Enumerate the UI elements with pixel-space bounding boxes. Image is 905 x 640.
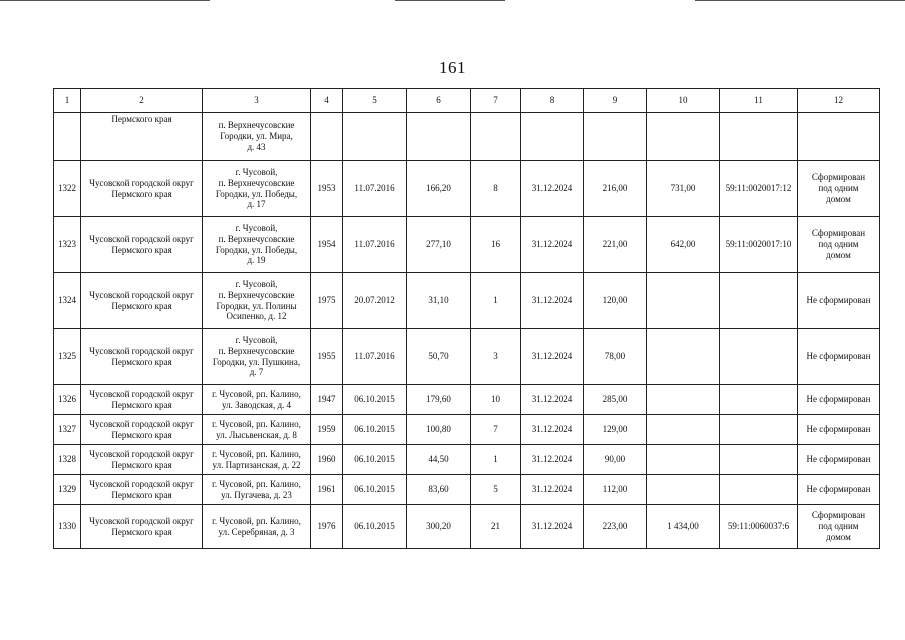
cell-land-area: 129,00 bbox=[584, 415, 647, 445]
cell-year: 1955 bbox=[311, 329, 343, 385]
column-number-row bbox=[54, 89, 880, 113]
table-row bbox=[54, 505, 880, 549]
housing-registry-table bbox=[53, 88, 880, 549]
cell-address: г. Чусовой, рп. Калино, ул. Партизанская, д. 22 bbox=[203, 445, 311, 475]
cell-land-cost bbox=[647, 113, 720, 161]
cell-land-cost: 642,00 bbox=[647, 217, 720, 273]
cell-area: 277,10 bbox=[407, 217, 471, 273]
cell-area: 50,70 bbox=[407, 329, 471, 385]
cell-year: 1947 bbox=[311, 385, 343, 415]
cell-land-cost bbox=[647, 415, 720, 445]
cell-deadline: 31.12.2024 bbox=[521, 217, 584, 273]
cell-land-cost bbox=[647, 475, 720, 505]
cell-land-area: 112,00 bbox=[584, 475, 647, 505]
table-row bbox=[54, 217, 880, 273]
cell-land-area: 223,00 bbox=[584, 505, 647, 549]
cell-land-area: 285,00 bbox=[584, 385, 647, 415]
cell-residents: 1 bbox=[471, 445, 521, 475]
table-row bbox=[54, 113, 880, 161]
cell-address: г. Чусовой, п. Верхнечусовские Городки, ул. Полины Осипенко, д. 12 bbox=[203, 273, 311, 329]
cell-residents: 8 bbox=[471, 161, 521, 217]
cell-number: 1330 bbox=[54, 505, 81, 549]
cell-land-cost: 1 434,00 bbox=[647, 505, 720, 549]
cell-status: Сформирован под одним домом bbox=[798, 217, 880, 273]
cell-land-area: 90,00 bbox=[584, 445, 647, 475]
cell-land-cost bbox=[647, 445, 720, 475]
column-header: 4 bbox=[311, 89, 343, 113]
page-number: 161 bbox=[439, 58, 466, 77]
cell-cadastral bbox=[720, 329, 798, 385]
cell-land-cost bbox=[647, 329, 720, 385]
table-row bbox=[54, 415, 880, 445]
cell-deadline: 31.12.2024 bbox=[521, 445, 584, 475]
cell-municipality: Чусовской городской округ Пермского края bbox=[81, 385, 203, 415]
cell-area: 100,80 bbox=[407, 415, 471, 445]
column-header: 10 bbox=[647, 89, 720, 113]
cell-municipality: Чусовской городской округ Пермского края bbox=[81, 475, 203, 505]
cell-municipality: Чусовской городской округ Пермского края bbox=[81, 329, 203, 385]
table-row bbox=[54, 385, 880, 415]
table-row bbox=[54, 273, 880, 329]
cell-municipality: Чусовской городской округ Пермского края bbox=[81, 273, 203, 329]
cell-cadastral: 59:11:0020017:10 bbox=[720, 217, 798, 273]
cell-address: г. Чусовой, п. Верхнечусовские Городки, ул. Победы, д. 17 bbox=[203, 161, 311, 217]
cell-residents: 3 bbox=[471, 329, 521, 385]
cell-land-cost bbox=[647, 385, 720, 415]
cell-residents: 10 bbox=[471, 385, 521, 415]
cell-year: 1954 bbox=[311, 217, 343, 273]
cell-cadastral: 59:11:0060037:6 bbox=[720, 505, 798, 549]
cell-year: 1960 bbox=[311, 445, 343, 475]
column-header: 11 bbox=[720, 89, 798, 113]
cell-cadastral bbox=[720, 475, 798, 505]
cell-status: Сформирован под одним домом bbox=[798, 161, 880, 217]
column-header: 12 bbox=[798, 89, 880, 113]
cell-address: г. Чусовой, п. Верхнечусовские Городки, ул. Пушкина, д. 7 bbox=[203, 329, 311, 385]
cell-municipality: Чусовской городской округ Пермского края bbox=[81, 505, 203, 549]
cell-status: Не сформирован bbox=[798, 475, 880, 505]
cell-area: 179,60 bbox=[407, 385, 471, 415]
top-edge-rule bbox=[0, 0, 210, 1]
cell-area: 83,60 bbox=[407, 475, 471, 505]
cell-land-area bbox=[584, 113, 647, 161]
cell-land-area: 120,00 bbox=[584, 273, 647, 329]
cell-municipality: Пермского края bbox=[81, 113, 203, 161]
cell-date: 06.10.2015 bbox=[343, 385, 407, 415]
cell-address: г. Чусовой, рп. Калино, ул. Заводская, д. 4 bbox=[203, 385, 311, 415]
cell-address: г. Чусовой, рп. Калино, ул. Серебряная, д. 3 bbox=[203, 505, 311, 549]
cell-cadastral bbox=[720, 113, 798, 161]
cell-date: 06.10.2015 bbox=[343, 445, 407, 475]
cell-year: 1953 bbox=[311, 161, 343, 217]
cell-number bbox=[54, 113, 81, 161]
cell-area bbox=[407, 113, 471, 161]
cell-residents: 21 bbox=[471, 505, 521, 549]
cell-status: Не сформирован bbox=[798, 385, 880, 415]
cell-area: 166,20 bbox=[407, 161, 471, 217]
cell-residents: 1 bbox=[471, 273, 521, 329]
cell-land-cost bbox=[647, 273, 720, 329]
cell-status: Не сформирован bbox=[798, 329, 880, 385]
cell-number: 1329 bbox=[54, 475, 81, 505]
cell-municipality: Чусовской городской округ Пермского края bbox=[81, 445, 203, 475]
cell-municipality: Чусовской городской округ Пермского края bbox=[81, 217, 203, 273]
cell-address: г. Чусовой, рп. Калино, ул. Лысьвенская, д. 8 bbox=[203, 415, 311, 445]
table-row bbox=[54, 445, 880, 475]
cell-deadline: 31.12.2024 bbox=[521, 273, 584, 329]
cell-status: Сформирован под одним домом bbox=[798, 505, 880, 549]
cell-date bbox=[343, 113, 407, 161]
table-row bbox=[54, 161, 880, 217]
cell-land-cost: 731,00 bbox=[647, 161, 720, 217]
cell-year: 1959 bbox=[311, 415, 343, 445]
cell-date: 11.07.2016 bbox=[343, 217, 407, 273]
cell-year: 1975 bbox=[311, 273, 343, 329]
cell-residents: 5 bbox=[471, 475, 521, 505]
cell-cadastral bbox=[720, 445, 798, 475]
cell-status: Не сформирован bbox=[798, 273, 880, 329]
cell-date: 06.10.2015 bbox=[343, 505, 407, 549]
column-header: 2 bbox=[81, 89, 203, 113]
cell-area: 300,20 bbox=[407, 505, 471, 549]
cell-date: 11.07.2016 bbox=[343, 161, 407, 217]
cell-date: 06.10.2015 bbox=[343, 475, 407, 505]
cell-deadline: 31.12.2024 bbox=[521, 475, 584, 505]
cell-number: 1323 bbox=[54, 217, 81, 273]
cell-year bbox=[311, 113, 343, 161]
cell-address: г. Чусовой, п. Верхнечусовские Городки, ул. Победы, д. 19 bbox=[203, 217, 311, 273]
cell-number: 1325 bbox=[54, 329, 81, 385]
cell-address: п. Верхнечусовские Городки, ул. Мира, д. 43 bbox=[203, 113, 311, 161]
table-row bbox=[54, 475, 880, 505]
cell-number: 1324 bbox=[54, 273, 81, 329]
cell-status: Не сформирован bbox=[798, 445, 880, 475]
cell-status: Не сформирован bbox=[798, 415, 880, 445]
cell-cadastral bbox=[720, 385, 798, 415]
column-header: 6 bbox=[407, 89, 471, 113]
column-header: 7 bbox=[471, 89, 521, 113]
cell-land-area: 78,00 bbox=[584, 329, 647, 385]
cell-number: 1322 bbox=[54, 161, 81, 217]
cell-area: 31,10 bbox=[407, 273, 471, 329]
column-header: 5 bbox=[343, 89, 407, 113]
cell-date: 11.07.2016 bbox=[343, 329, 407, 385]
cell-area: 44,50 bbox=[407, 445, 471, 475]
cell-date: 20.07.2012 bbox=[343, 273, 407, 329]
cell-year: 1976 bbox=[311, 505, 343, 549]
cell-number: 1326 bbox=[54, 385, 81, 415]
cell-cadastral: 59:11:0020017:12 bbox=[720, 161, 798, 217]
column-header: 8 bbox=[521, 89, 584, 113]
column-header: 3 bbox=[203, 89, 311, 113]
cell-cadastral bbox=[720, 273, 798, 329]
cell-residents bbox=[471, 113, 521, 161]
cell-cadastral bbox=[720, 415, 798, 445]
cell-deadline: 31.12.2024 bbox=[521, 505, 584, 549]
column-header: 9 bbox=[584, 89, 647, 113]
cell-deadline bbox=[521, 113, 584, 161]
cell-status bbox=[798, 113, 880, 161]
top-edge-rule bbox=[695, 0, 905, 1]
cell-residents: 7 bbox=[471, 415, 521, 445]
cell-municipality: Чусовской городской округ Пермского края bbox=[81, 161, 203, 217]
cell-deadline: 31.12.2024 bbox=[521, 415, 584, 445]
cell-address: г. Чусовой, рп. Калино, ул. Пугачева, д. 23 bbox=[203, 475, 311, 505]
cell-residents: 16 bbox=[471, 217, 521, 273]
top-edge-rule bbox=[395, 0, 505, 1]
cell-land-area: 216,00 bbox=[584, 161, 647, 217]
cell-deadline: 31.12.2024 bbox=[521, 329, 584, 385]
cell-number: 1328 bbox=[54, 445, 81, 475]
cell-deadline: 31.12.2024 bbox=[521, 161, 584, 217]
cell-deadline: 31.12.2024 bbox=[521, 385, 584, 415]
cell-number: 1327 bbox=[54, 415, 81, 445]
cell-year: 1961 bbox=[311, 475, 343, 505]
cell-land-area: 221,00 bbox=[584, 217, 647, 273]
table-row bbox=[54, 329, 880, 385]
column-header: 1 bbox=[54, 89, 81, 113]
cell-municipality: Чусовской городской округ Пермского края bbox=[81, 415, 203, 445]
cell-date: 06.10.2015 bbox=[343, 415, 407, 445]
